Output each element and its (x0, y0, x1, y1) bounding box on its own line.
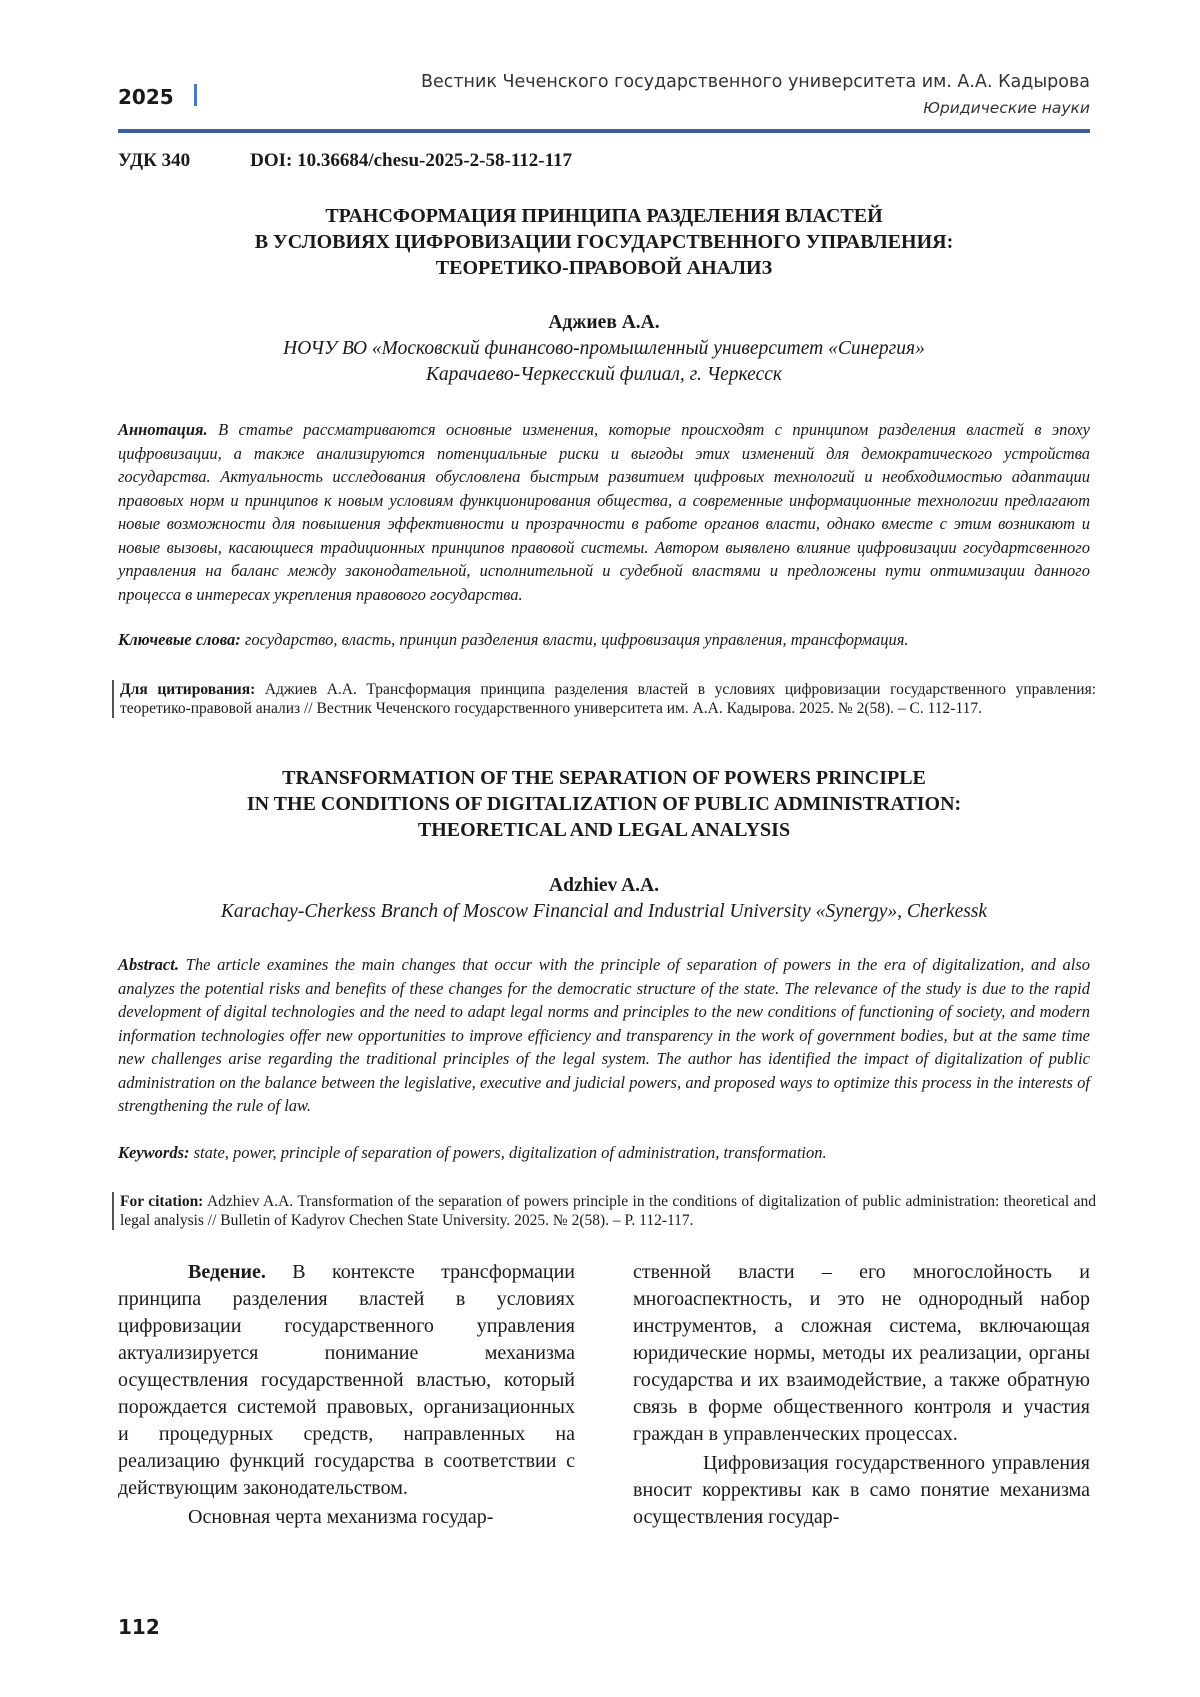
abstract-en (118, 953, 1090, 1118)
title-ru-line: ТРАНСФОРМАЦИЯ ПРИНЦИПА РАЗДЕЛЕНИЯ ВЛАСТЕЙ (118, 203, 1090, 229)
header-rule (118, 129, 1090, 133)
affiliation-ru (118, 336, 1090, 388)
abstract-en-label: Abstract. (118, 955, 179, 974)
title-en (118, 765, 1090, 843)
title-en-line: THEORETICAL AND LEGAL ANALYSIS (118, 817, 1090, 843)
body-paragraph (118, 1259, 575, 1502)
udk-code: УДК 340 (118, 150, 190, 171)
title-ru (118, 203, 1090, 281)
affiliation-ru-line: Карачаево-Черкесский филиал, г. Черкесск (118, 362, 1090, 388)
journal-name: Вестник Чеченского государственного университета им. А.А. Кадырова (421, 72, 1090, 92)
intro-label: Ведение. (188, 1261, 266, 1283)
keywords-en-label: Keywords: (118, 1143, 190, 1162)
header-divider-bar (194, 84, 197, 106)
keywords-ru (118, 630, 1090, 650)
citation-ru-text: Аджиев А.А. Трансформация принципа разделения властей в условиях цифровизации государственного управления: теоретико-правовой анализ // Вестник Чеченского государственного университета им. А.А. Кадырова. 2025. № 2(58). – С. 112-117. (120, 681, 1096, 717)
citation-en (112, 1192, 1096, 1230)
citation-en-text: Adzhiev A.A. Transformation of the separation of powers principle in the conditions of digitalization of public administration: theoretical and legal analysis // Bulletin of Kadyrov Chechen State University. 2025. № 2(58). – P. 112-117. (120, 1193, 1096, 1229)
doi[interactable]: DOI: 10.36684/chesu-2025-2-58-112-117 (250, 150, 572, 171)
header-year: 2025 (118, 85, 174, 109)
body-paragraph: ственной власти – его многослойность и многоаспектность, и это не однородный набор инструментов, а сложная система, включающая юридические нормы, методы их реализации, органы государства и их взаимодействие, а также обратную связь в форме общественного контроля и участия граждан в управленческих процессах. (633, 1259, 1090, 1448)
abstract-ru-label: Аннотация. (118, 420, 208, 439)
citation-en-label: For citation: (120, 1193, 203, 1210)
abstract-en-text: The article examines the main changes that occur with the principle of separation of powers in the era of digitalization, and also analyzes the potential risks and benefits of these changes for the democratic structure of the state. The relevance of the study is due to the rapid development of digital technologies and the need to adapt legal norms and principles to the new conditions of functioning of society, and modern information technologies offer new opportunities to improve efficiency and transparency in the work of government bodies, but at the same time new challenges arise regarding the traditional principles of the legal system. The author has identified the impact of digitalization of public administration on the balance between the legislative, executive and judicial powers, and proposed ways to optimize this process in the interests of strengthening the rule of law. (118, 955, 1090, 1115)
citation-ru-label: Для цитирования: (120, 681, 255, 698)
keywords-en-text: state, power, principle of separation of powers, digitalization of administration, transformation. (194, 1143, 827, 1162)
journal-section: Юридические науки (923, 99, 1090, 117)
abstract-ru (118, 418, 1090, 606)
title-ru-line: В УСЛОВИЯХ ЦИФРОВИЗАЦИИ ГОСУДАРСТВЕННОГО УПРАВЛЕНИЯ: (118, 229, 1090, 255)
body-paragraph-text: В контексте трансформации принципа разделения властей в условиях цифровизации государственного управления актуализируется понимание механизма осуществления государственной властью, который порождается системой правовых, организационных и процедурных средств, направленных на реализацию функций государства в соответствии с действующим законодательством. (118, 1261, 575, 1499)
page-number: 112 (118, 1615, 160, 1639)
title-en-line: IN THE CONDITIONS OF DIGITALIZATION OF PUBLIC ADMINISTRATION: (118, 791, 1090, 817)
affiliation-ru-line: НОЧУ ВО «Московский финансово-промышленный университет «Синергия» (118, 336, 1090, 362)
body-paragraph: Основная черта механизма государ- (118, 1504, 575, 1531)
author-ru: Аджиев А.А. (118, 312, 1090, 334)
udk-doi-line (118, 150, 572, 172)
body-paragraph: Цифровизация государственного управления вносит коррективы как в само понятие механизма осуществления государ- (633, 1450, 1090, 1531)
keywords-ru-text: государство, власть, принцип разделения власти, цифровизация управления, трансформация. (245, 630, 909, 649)
title-en-line: TRANSFORMATION OF THE SEPARATION OF POWERS PRINCIPLE (118, 765, 1090, 791)
abstract-ru-text: В статье рассматриваются основные изменения, которые происходят с принципом разделения властей в эпоху цифровизации, а также анализируются потенциальные риски и выгоды этих изменений для демократического устройства государства. Актуальность исследования обусловлена быстрым развитием цифровых технологий и необходимостью адаптации правовых норм и принципов к новым условиям функционирования общества, а современные информационные технологии предлагают новые возможности для повышения эффективности и прозрачности в работе органов власти, однако вместе с этим возникают и новые вызовы, касающиеся традиционных принципов правовой системы. Автором выявлено влияние цифровизации государтсвенного управления на баланс между законодательной, исполнительной и судебной властями и предложены пути оптимизации данного процесса в интересах укрепления правового государства. (118, 420, 1090, 604)
keywords-ru-label: Ключевые слова: (118, 630, 241, 649)
keywords-en (118, 1143, 1090, 1163)
affiliation-en: Karachay-Cherkess Branch of Moscow Financial and Industrial University «Synergy», Cherkessk (118, 901, 1090, 923)
citation-ru (112, 680, 1096, 718)
author-en: Adzhiev A.A. (118, 875, 1090, 897)
body-column-right (633, 1259, 1090, 1531)
title-ru-line: ТЕОРЕТИКО-ПРАВОВОЙ АНАЛИЗ (118, 255, 1090, 281)
body-column-left (118, 1259, 575, 1531)
